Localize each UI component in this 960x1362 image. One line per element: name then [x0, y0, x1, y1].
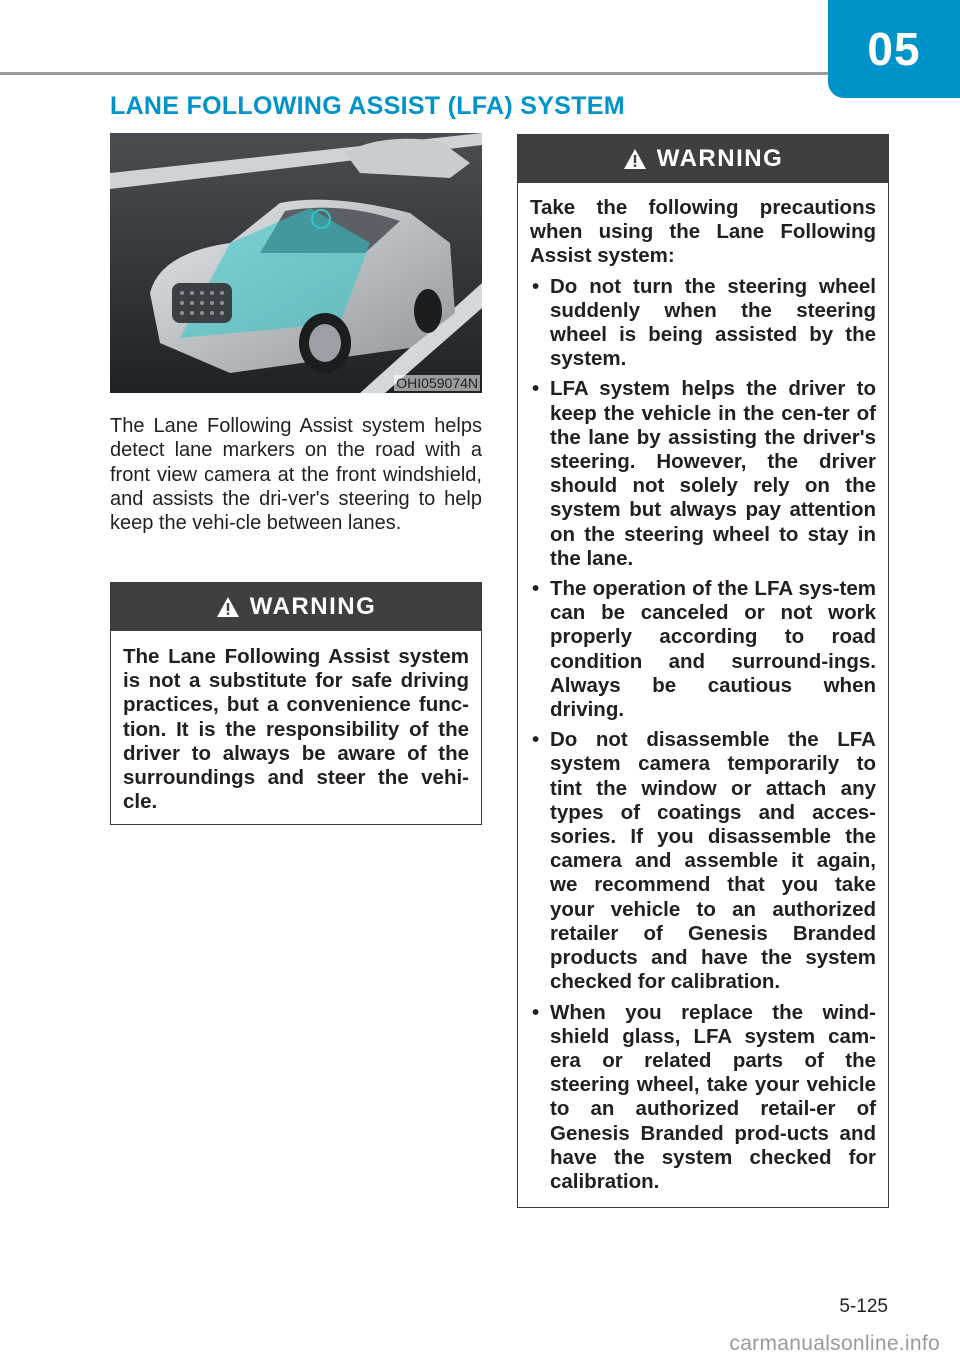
warning-triangle-icon [623, 148, 647, 170]
list-item: • LFA system helps the driver to keep the vehicle in the cen-ter of the lane by assisting the driver's steering. However, the driver should not solely rely on the system but always pay attention on the steering wheel to stay in the lane. [530, 377, 876, 571]
list-item: • Do not disassemble the LFA system camera temporarily to tint the window or attach any types of coatings and acces-sories. If you disassemble the camera and assemble it again, we recommend that you take your vehicle to an authorized retailer of Genesis Branded products and have the system checked for calibration. [530, 728, 876, 994]
list-item: • Do not turn the steering wheel suddenly when the steering wheel is being assisted by the system. [530, 275, 876, 372]
list-item: • The operation of the LFA sys-tem can be canceled or not work properly according to road condition and surround-ings. Always be cautious when driving. [530, 577, 876, 722]
list-item: • When you replace the wind-shield glass, LFA system cam-era or related parts of the steering wheel, take your vehicle to an authorized retail-er of Genesis Branded prod-ucts and have the system checked for calibration. [530, 1001, 876, 1195]
chapter-tab: 05 [828, 0, 960, 98]
warning-content [518, 183, 888, 1194]
warning-header [518, 135, 888, 183]
warning-triangle-icon [216, 596, 240, 618]
precaution-list [530, 275, 876, 1195]
figure-code: OHI059074N [396, 375, 478, 391]
intro-paragraph: The Lane Following Assist system helps detect lane markers on the road with a front view camera at the front windshield, and assists the dri-ver's steering to help keep the vehi-cle between lanes. [110, 415, 482, 535]
warning-text: The Lane Following Assist system is not a substitute for safe driving practices, but a convenience func-tion. It is the responsibility of the driver to always be aware of the surroundings and steer the vehi-cle. [123, 645, 469, 814]
warning-box-left [110, 582, 482, 825]
header-rule [0, 72, 828, 75]
warning-box-right [517, 134, 889, 1208]
warning-intro: Take the following precautions when using the Lane Following Assist system: [530, 196, 876, 268]
warning-header [111, 583, 481, 631]
section-title: LANE FOLLOWING ASSIST (LFA) SYSTEM [110, 92, 625, 120]
car-illustration [110, 133, 482, 393]
warning-heading: WARNING [249, 593, 377, 620]
watermark: carmanualsonline.info [729, 1332, 940, 1355]
page-number: 5-125 [839, 1296, 888, 1317]
warning-heading: WARNING [656, 145, 784, 172]
lfa-camera-illustration [110, 133, 482, 393]
